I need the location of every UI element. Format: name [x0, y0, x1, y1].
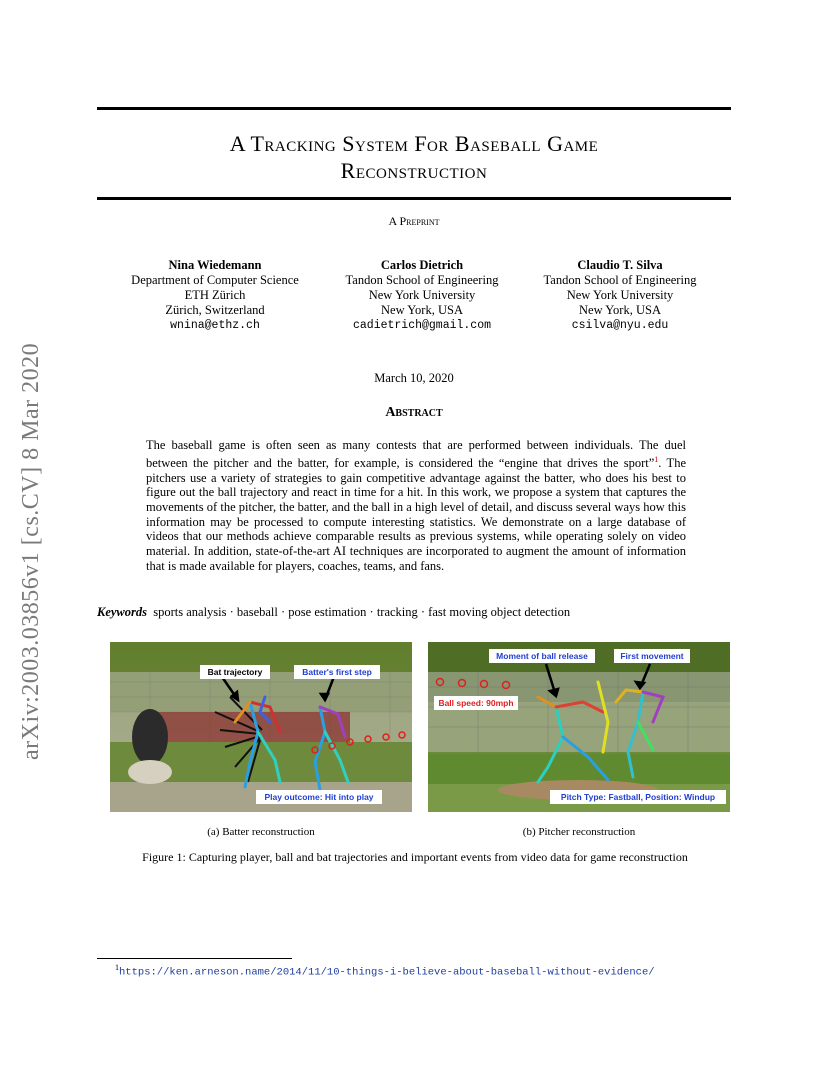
- author-affiliation: New York, USA: [381, 303, 463, 317]
- author-affiliation: Tandon School of Engineering: [345, 273, 499, 287]
- figure-caption: Figure 1: Capturing player, ball and bat trajectories and important events from video data for game reconstruction: [142, 850, 688, 864]
- author-affiliation: New York University: [566, 288, 674, 302]
- label-ball-release: Moment of ball release: [496, 651, 588, 661]
- subfigure-caption-a: (a) Batter reconstruction: [207, 826, 315, 838]
- footnote-rule: [97, 958, 292, 959]
- author-name: Claudio T. Silva: [577, 258, 663, 272]
- author-block: [322, 258, 522, 333]
- keywords-label: Keywords: [97, 605, 147, 619]
- abstract-part: The baseball game is often seen as many contests that are performed between individuals. The duel between the pitcher and the batter, for example, is considered the “engine that drives the sport”: [146, 438, 686, 470]
- author-email[interactable]: csilva@nyu.edu: [571, 319, 669, 332]
- author-affiliation: Zürich, Switzerland: [165, 303, 265, 317]
- author-block: [520, 258, 720, 333]
- footnote: [115, 963, 655, 979]
- abstract-heading: Abstract: [385, 405, 443, 420]
- author-affiliation: ETH Zürich: [184, 288, 246, 302]
- label-ball-speed: Ball speed: 90mph: [438, 698, 514, 708]
- title-line-2: Reconstruction: [340, 158, 488, 183]
- author-affiliation: New York University: [368, 288, 476, 302]
- title-line-1: A Tracking System For Baseball Game: [229, 131, 599, 156]
- paper-date: March 10, 2020: [374, 371, 454, 385]
- label-bat-trajectory: Bat trajectory: [207, 667, 263, 677]
- author-affiliation: Tandon School of Engineering: [543, 273, 697, 287]
- subfigure-caption-b: (b) Pitcher reconstruction: [522, 826, 636, 838]
- author-block: [115, 258, 315, 333]
- title-rule-bottom: [97, 197, 731, 200]
- label-pitch-type: Pitch Type: Fastball, Position: Windup: [560, 792, 716, 802]
- preprint-label: A Preprint: [388, 214, 440, 228]
- footnote-url-link[interactable]: https://ken.arneson.name/2014/11/10-things-i-believe-about-baseball-without-evidence/: [119, 966, 655, 979]
- pitcher-reconstruction-image: [428, 642, 730, 812]
- keywords-line: [97, 605, 731, 620]
- author-affiliation: Department of Computer Science: [131, 273, 299, 287]
- author-email[interactable]: wnina@ethz.ch: [170, 319, 260, 332]
- title-rule-top: [97, 107, 731, 110]
- author-email[interactable]: cadietrich@gmail.com: [352, 319, 492, 332]
- label-first-movement: First movement: [620, 651, 684, 661]
- author-affiliation: New York, USA: [579, 303, 661, 317]
- keywords-text: sports analysis · baseball · pose estimation · tracking · fast moving object detection: [153, 605, 571, 619]
- footnote-mark-link[interactable]: 1: [654, 454, 659, 464]
- label-play-outcome: Play outcome: Hit into play: [264, 792, 374, 802]
- batter-reconstruction-image: [110, 642, 412, 812]
- abstract-part: . The pitchers use a variety of strategies to gain competitive advantage against the batter, who does his best to figure out the ball trajectory and react in time for a hit. In this work, we propose a system that captures the movements of the pitcher, the batter, and the ball in a high level of detail, and discuss several ways how this information may be processed to compute interesting statistics. We demonstrate on a large database of videos that our methods achieve comparable results as previous systems, while operating solely on video material. In addition, state-of-the-art AI techniques are incorporated to augment the amount of information that is made available for players, coaches, teams, and fans.: [146, 455, 686, 573]
- arxiv-stamp: arXiv:2003.03856v1 [cs.CV] 8 Mar 2020: [18, 342, 44, 760]
- footnote-number: 1: [115, 963, 119, 972]
- label-batter-first-step: Batter's first step: [302, 667, 372, 677]
- abstract-text: [146, 438, 686, 573]
- paper-title: [97, 130, 731, 184]
- author-name: Nina Wiedemann: [168, 258, 262, 272]
- author-name: Carlos Dietrich: [380, 258, 464, 272]
